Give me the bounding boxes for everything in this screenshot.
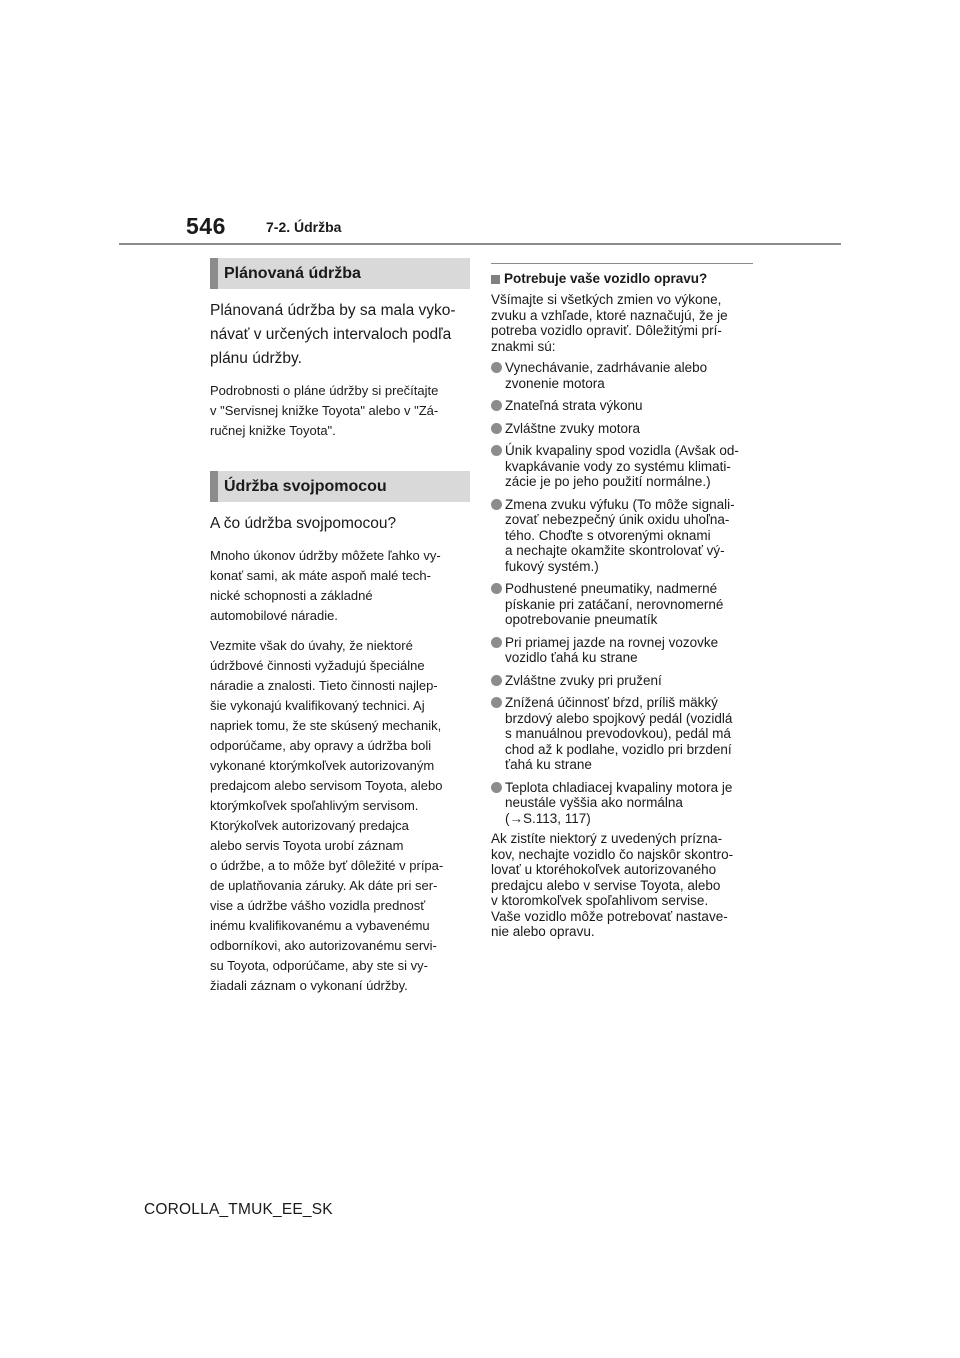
paragraph-maintenance-details (210, 381, 470, 441)
list-item (491, 673, 753, 689)
header-divider (119, 243, 841, 245)
list-item (491, 443, 753, 490)
bullet-circle-icon (491, 400, 502, 411)
bullet-circle-icon (491, 782, 502, 793)
lead-text-scheduled-content: Plánovaná údržba by sa mala vyko- návať v určených intervaloch podľa plánu údržby. (210, 302, 456, 367)
footer-code: COROLLA_TMUK_EE_SK (144, 1201, 333, 1218)
subheading-divider (491, 263, 753, 264)
list-item-text: Zvláštne zvuky motora (505, 420, 641, 436)
bullet-circle-icon (491, 445, 502, 456)
symptom-list (491, 360, 753, 826)
paragraph-dealer-recommendation (210, 636, 470, 996)
list-item (491, 635, 753, 666)
list-item (491, 780, 753, 827)
heading-self-maintenance: Údržba svojpomocou (210, 471, 470, 502)
bullet-circle-icon (491, 675, 502, 686)
repair-intro (491, 292, 753, 354)
paragraph-dealer-recommendation-content: Vezmite však do úvahy, že niektoré údržbové činnosti vyžadujú špeciálne náradie a znalosti. Tieto činnosti najlep- šie vykonajú kvalifikovaný technici. Aj napriek tomu, že ste skúsený mechanik, odporúčame, aby opravy a údržba boli vykonané ktorýmkoľvek autorizovaným predajcom alebo servisom Toyota, alebo ktorýmkoľvek spoľahlivým servisom. Ktorýkoľvek autorizovaný predajca alebo servis Toyota urobí záznam o údržbe, a to môže byť dôležité v prípa- de uplatňovania záruky. Ak dáte pri ser- vise a údržbe vášho vozidla prednosť inému kvalifikovanému a vybavenému odborníkovi, ako autorizovanému servi- su Toyota, odporúčame, aby ste si vy- žiadali záznam o vykonaní údržby. (210, 638, 444, 993)
lead-text-self (210, 512, 470, 536)
section-title: 7-2. Údržba (266, 219, 342, 235)
heading-scheduled-maintenance: Plánovaná údržba (210, 258, 470, 289)
lead-text-scheduled (210, 299, 470, 371)
list-item-text: Teplota chladiacej kvapaliny motora je neustále vyššia ako normálna (→S.113, 117) (505, 779, 733, 826)
square-bullet-icon (491, 275, 500, 284)
paragraph-self-maintenance-content: Mnoho úkonov údržby môžete ľahko vy- konať sami, ak máte aspoň malé tech- nické schopnosti a základné automobilové náradie. (210, 548, 441, 623)
list-item (491, 581, 753, 628)
right-column (491, 263, 753, 940)
list-item (491, 421, 753, 437)
subheading-repair-text: Potrebuje vaše vozidlo opravu? (504, 271, 708, 286)
list-item (491, 695, 753, 773)
left-column (210, 258, 470, 996)
bullet-circle-icon (491, 583, 502, 594)
list-item-text: Podhustené pneumatiky, nadmerné pískanie pri zatáčaní, nerovnomerné opotrebovanie pneumatík (505, 581, 724, 627)
list-item-text: Vynechávanie, zadrhávanie alebo zvonenie motora (505, 360, 708, 391)
bullet-circle-icon (491, 423, 502, 434)
bullet-circle-icon (491, 499, 502, 510)
bullet-circle-icon (491, 637, 502, 648)
list-item-text: Zmena zvuku výfuku (To môže signali- zovať nebezpečný únik oxidu uhoľna- tého. Choďte s otvorenými oknami a nechajte okamžite skontrolovať vý- fukový systém.) (505, 496, 735, 574)
list-item-text: Znížená účinnosť bŕzd, príliš mäkký brzdový alebo spojkový pedál (vozidlá s manuálnou prevodovkou), pedál má chod až k podlahe, vozidlo pri brzdení ťahá ku strane (505, 695, 733, 772)
bullet-circle-icon (491, 362, 502, 373)
list-item-text: Zvláštne zvuky pri pružení (505, 672, 662, 688)
lead-text-self-content: A čo údržba svojpomocou? (210, 515, 397, 532)
repair-outro-content: Ak zistíte niektorý z uvedených prízna- kov, nechajte vozidlo čo najskôr skontro- lovať u ktoréhokoľvek autorizovaného predajcu alebo v servise Toyota, alebo v ktoromkoľvek spoľahlivom servise. Vaše vozidlo môže potrebovať nastave- nie alebo opravu. (491, 831, 734, 939)
list-item (491, 497, 753, 575)
page-number: 546 (186, 213, 226, 239)
repair-intro-content: Všímajte si všetkých zmien vo výkone, zvuku a vzhľade, ktoré naznačujú, že je potreba vozidlo opraviť. Dôležitými prí- znakmi sú: (491, 292, 728, 354)
list-item-text: Pri priamej jazde na rovnej vozovke vozidlo ťahá ku strane (505, 634, 719, 665)
list-item-text: Znateľná strata výkonu (505, 398, 643, 413)
list-item-text: Únik kvapaliny spod vozidla (Avšak od- kvapkávanie vody zo systému klimati- zácie je po jeho použití normálne.) (505, 443, 739, 489)
list-item (491, 398, 753, 414)
paragraph-maintenance-details-content: Podrobnosti o pláne údržby si prečítajte v "Servisnej knižke Toyota" alebo v "Zá- ručnej knižke Toyota". (210, 383, 439, 438)
subheading-repair (491, 270, 753, 288)
repair-outro (491, 831, 753, 940)
bullet-circle-icon (491, 697, 502, 708)
paragraph-self-maintenance (210, 546, 470, 626)
list-item (491, 360, 753, 391)
